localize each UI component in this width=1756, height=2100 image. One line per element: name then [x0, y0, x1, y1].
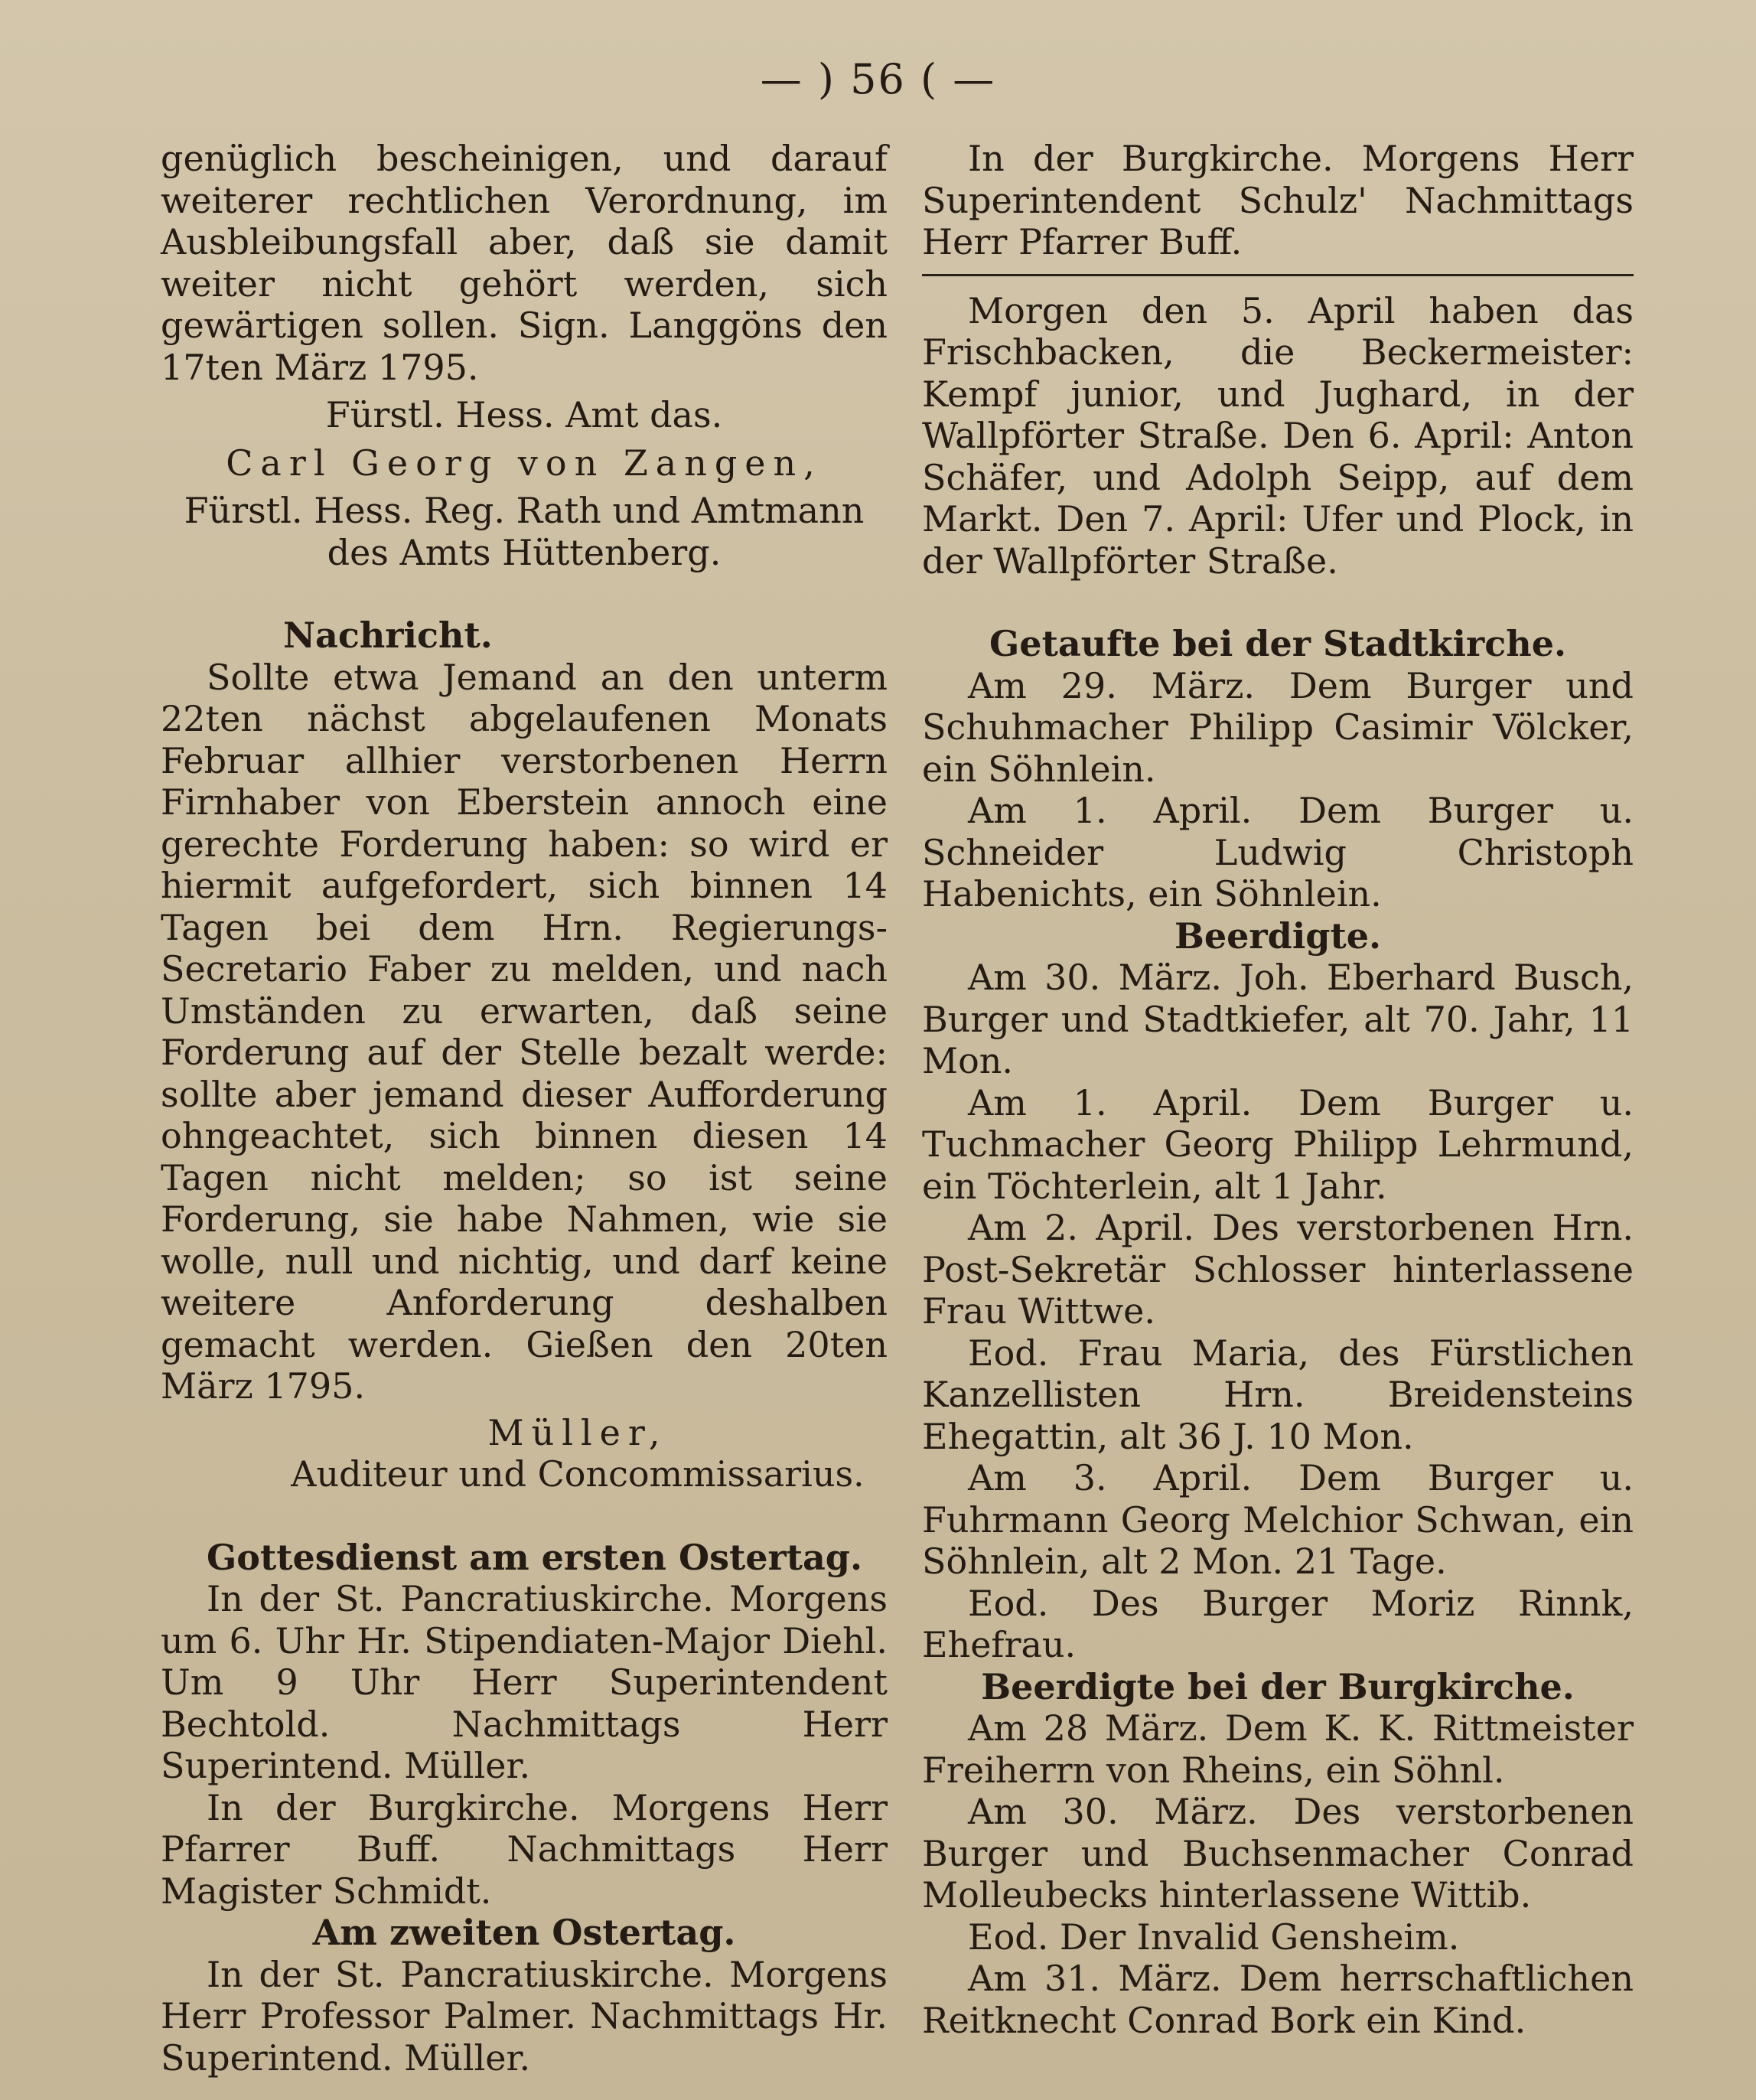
right-column: [922, 138, 1634, 2041]
signature-name: Carl Georg von Zangen,: [226, 442, 823, 484]
page-number: — ) 56 ( —: [760, 55, 996, 103]
burial-entry: Eod. Des Burger Moriz Rinnk, Ehefrau.: [922, 1582, 1634, 1665]
service-burgkirche-1: In der Burgkirche. Morgens Herr Pfarrer Buff. Nachmittags Herr Magister Schmidt.: [161, 1786, 888, 1912]
service-burgkirche-2: In der Burgkirche. Morgens Herr Superintendent Schulz' Nachmittags Herr Pfarrer Buff.: [922, 138, 1634, 262]
burial-entry: Am 30. März. Joh. Eberhard Busch, Burger und Stadtkiefer, alt 70. Jahr, 11 Mon.: [922, 957, 1634, 1081]
signature-title: Fürstl. Hess. Reg. Rath und Amtmann des Amts Hüttenberg.: [184, 490, 865, 573]
beerdigte-heading: Beerdigte.: [1174, 915, 1381, 957]
gottesdienst-heading: Gottesdienst am ersten Ostertag.: [207, 1536, 862, 1578]
burial-entry: Am 31. März. Dem herrschaftlichen Reitknecht Conrad Bork ein Kind.: [922, 1958, 1634, 2041]
burial-entry: Am 3. April. Dem Burger u. Fuhrmann Georg Melchior Schwan, ein Söhnlein, alt 2 Mon. 21 Tage.: [922, 1457, 1634, 1582]
nachricht-text: Sollte etwa Jemand an den unterm 22ten nächst abgelaufenen Monats Februar allhier verstorbenen Herrn Firnhaber von Eberstein annoch eine gerechte Forderung haben: so wird er hiermit aufgefordert, sich binnen 14 Tagen bei dem Hrn. Regierungs-Secretario Faber zu melden, und nach Umständen zu erwarten, daß seine Forderung auf der Stelle bezalt werde: sollte aber jemand dieser Aufforderung ohngeachtet, sich binnen diesen 14 Tagen nicht melden; so ist seine Forderung, sie habe Nahmen, wie sie wolle, null und nichtig, und darf keine weitere Anforderung deshalben gemacht werden. Gießen den 20ten März 1795.: [161, 656, 888, 1407]
column-rule: [922, 274, 1634, 276]
baker-schedule: Morgen den 5. April haben das Frischbacken, die Beckermeister: Kempf junior, und Jughard, in der Wallpförter Straße. Den 6. April: Anton Schäfer, und Adolph Seipp, auf dem Markt. Den 7. April: Ufer und Plock, in der Wallpförter Straße.: [922, 289, 1634, 582]
nachricht-heading: Nachricht.: [283, 615, 493, 656]
service-pancratius-2: In der St. Pancratiuskirche. Morgens Herr Professor Palmer. Nachmittags Hr. Superintend. Müller.: [161, 1953, 888, 2079]
left-column: [161, 138, 888, 2079]
burial-entry: Am 30. März. Des verstorbenen Burger und Buchsenmacher Conrad Molleubecks hinterlassene Wittib.: [922, 1791, 1634, 1916]
burial-entry: Eod. Der Invalid Gensheim.: [968, 1916, 1460, 1958]
burial-entry: Am 28 März. Dem K. K. Rittmeister Freiherrn von Rheins, ein Söhnl.: [922, 1707, 1634, 1791]
getaufte-heading: Getaufte bei der Stadtkirche.: [989, 623, 1566, 664]
burial-entry: Am 1. April. Dem Burger u. Tuchmacher Georg Philipp Lehrmund, ein Töchterlein, alt 1 Jahr.: [922, 1081, 1634, 1207]
signature-office: Fürstl. Hess. Amt das.: [325, 394, 723, 435]
legal-notice-text: genüglich bescheinigen, und darauf weiterer rechtlichen Verordnung, im Ausbleibungsfall aber, daß sie damit weiter nicht gehört werden, sich gewärtigen sollen. Sign. Langgöns den 17ten März 1795.: [161, 138, 888, 388]
service-pancratius-1: In der St. Pancratiuskirche. Morgens um 6. Uhr Hr. Stipendiaten-Major Diehl. Um 9 Uhr Herr Superintendent Bechtold. Nachmittags Herr Superintend. Müller.: [161, 1578, 888, 1786]
signature-mueller-title: Auditeur und Concommissarius.: [291, 1453, 865, 1495]
burial-entry: Eod. Frau Maria, des Fürstlichen Kanzellisten Hrn. Breidensteins Ehegattin, alt 36 J. 10 Mon.: [922, 1332, 1634, 1457]
signature-mueller: Müller,: [487, 1411, 668, 1453]
burial-entry: Am 2. April. Des verstorbenen Hrn. Post-Sekretär Schlosser hinterlassene Frau Wittwe.: [922, 1207, 1634, 1332]
baptism-entry: Am 1. April. Dem Burger u. Schneider Ludwig Christoph Habenichts, ein Söhnlein.: [922, 790, 1634, 915]
zweiter-ostertag-heading: Am zweiten Ostertag.: [312, 1912, 736, 1953]
burgkirche-burials-heading: Beerdigte bei der Burgkirche.: [981, 1665, 1575, 1707]
baptism-entry: Am 29. März. Dem Burger und Schuhmacher Philipp Casimir Völcker, ein Söhnlein.: [922, 664, 1634, 790]
